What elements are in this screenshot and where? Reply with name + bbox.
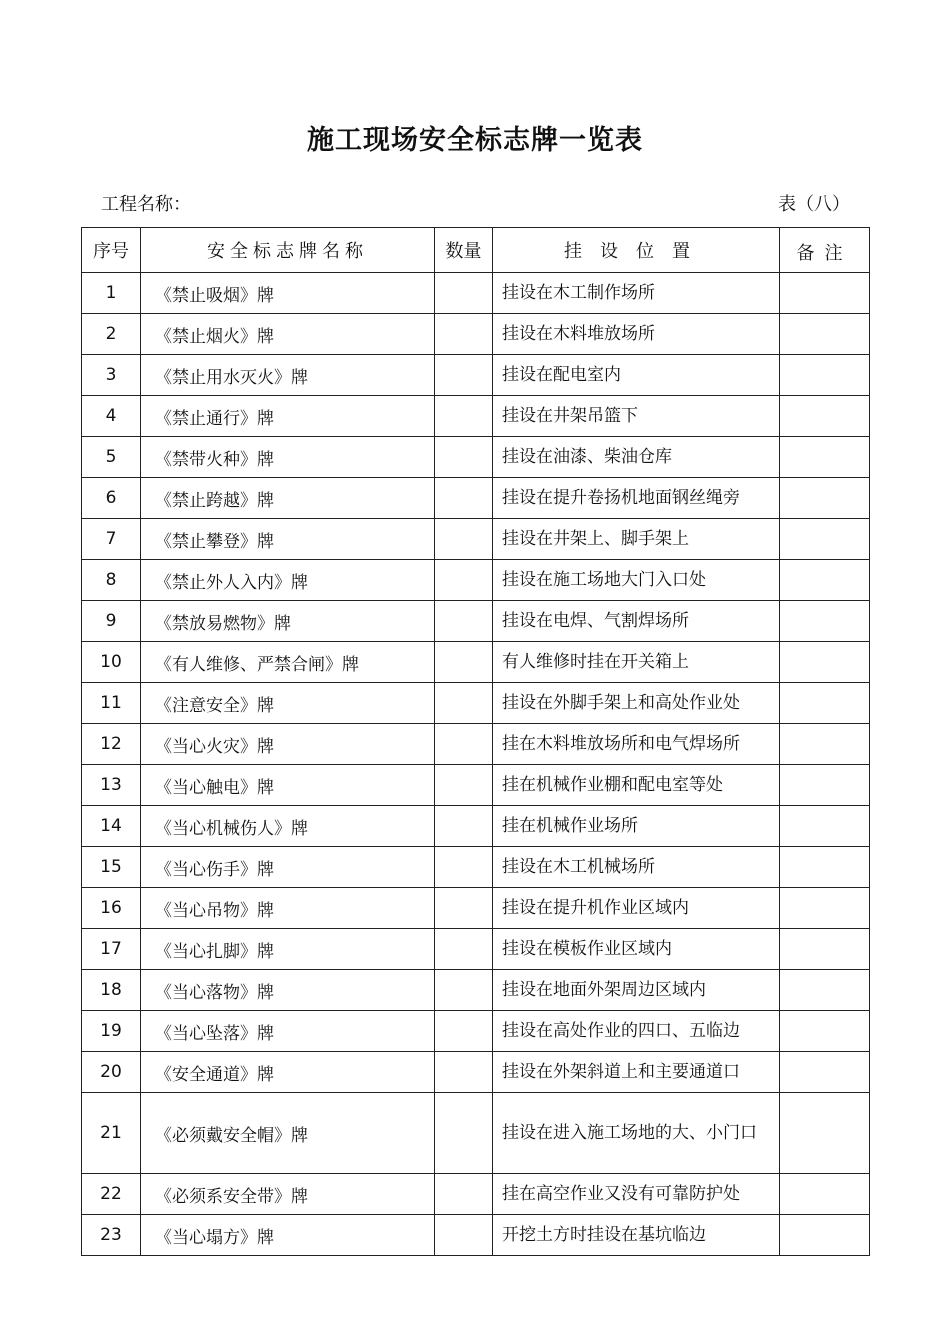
cell-location: 挂设在进入施工场地的大、小门口 bbox=[493, 1093, 780, 1174]
cell-location: 挂设在施工场地大门入口处 bbox=[493, 560, 780, 601]
table-body bbox=[82, 273, 870, 1256]
cell-qty bbox=[435, 560, 493, 601]
table-row bbox=[82, 970, 870, 1011]
table-row bbox=[82, 683, 870, 724]
cell-note bbox=[780, 847, 870, 888]
table-row bbox=[82, 273, 870, 314]
cell-no: 17 bbox=[82, 929, 141, 970]
cell-note bbox=[780, 560, 870, 601]
cell-name: 《禁止吸烟》牌 bbox=[141, 273, 435, 314]
cell-no: 21 bbox=[82, 1093, 141, 1174]
table-row bbox=[82, 806, 870, 847]
cell-note bbox=[780, 1174, 870, 1215]
cell-location: 挂设在提升卷扬机地面钢丝绳旁 bbox=[493, 478, 780, 519]
cell-no: 5 bbox=[82, 437, 141, 478]
cell-qty bbox=[435, 847, 493, 888]
cell-qty bbox=[435, 355, 493, 396]
cell-note bbox=[780, 929, 870, 970]
cell-location: 挂设在外脚手架上和高处作业处 bbox=[493, 683, 780, 724]
header-location: 挂设位置 bbox=[493, 228, 780, 273]
cell-no: 7 bbox=[82, 519, 141, 560]
table-row bbox=[82, 724, 870, 765]
cell-note bbox=[780, 1215, 870, 1256]
cell-name: 《当心扎脚》牌 bbox=[141, 929, 435, 970]
cell-location: 挂在木料堆放场所和电气焊场所 bbox=[493, 724, 780, 765]
cell-qty bbox=[435, 1093, 493, 1174]
cell-name: 《当心落物》牌 bbox=[141, 970, 435, 1011]
cell-location: 挂设在油漆、柴油仓库 bbox=[493, 437, 780, 478]
header-qty: 数量 bbox=[435, 228, 493, 273]
table-row bbox=[82, 1215, 870, 1256]
table-header-row bbox=[82, 228, 870, 273]
cell-name: 《当心坠落》牌 bbox=[141, 1011, 435, 1052]
cell-no: 9 bbox=[82, 601, 141, 642]
table-row bbox=[82, 355, 870, 396]
cell-name: 《安全通道》牌 bbox=[141, 1052, 435, 1093]
cell-name: 《禁止烟火》牌 bbox=[141, 314, 435, 355]
cell-no: 14 bbox=[82, 806, 141, 847]
cell-note bbox=[780, 806, 870, 847]
cell-name: 《当心触电》牌 bbox=[141, 765, 435, 806]
cell-name: 《当心塌方》牌 bbox=[141, 1215, 435, 1256]
safety-sign-table bbox=[81, 227, 870, 1256]
cell-location: 挂设在地面外架周边区域内 bbox=[493, 970, 780, 1011]
cell-location: 挂设在木工制作场所 bbox=[493, 273, 780, 314]
cell-qty bbox=[435, 519, 493, 560]
table-reference: 表（八） bbox=[778, 194, 850, 215]
cell-no: 12 bbox=[82, 724, 141, 765]
cell-location: 挂在机械作业棚和配电室等处 bbox=[493, 765, 780, 806]
cell-qty bbox=[435, 314, 493, 355]
cell-no: 10 bbox=[82, 642, 141, 683]
cell-no: 20 bbox=[82, 1052, 141, 1093]
cell-location: 挂设在木工机械场所 bbox=[493, 847, 780, 888]
table-row bbox=[82, 396, 870, 437]
cell-note bbox=[780, 888, 870, 929]
cell-qty bbox=[435, 601, 493, 642]
cell-qty bbox=[435, 683, 493, 724]
cell-qty bbox=[435, 437, 493, 478]
header-note: 备注 bbox=[780, 228, 870, 273]
cell-name: 《当心伤手》牌 bbox=[141, 847, 435, 888]
cell-location: 挂设在配电室内 bbox=[493, 355, 780, 396]
table-row bbox=[82, 601, 870, 642]
cell-location: 挂在高空作业又没有可靠防护处 bbox=[493, 1174, 780, 1215]
cell-qty bbox=[435, 806, 493, 847]
table-row bbox=[82, 314, 870, 355]
cell-location: 挂设在电焊、气割焊场所 bbox=[493, 601, 780, 642]
cell-name: 《必须系安全带》牌 bbox=[141, 1174, 435, 1215]
table-row bbox=[82, 1174, 870, 1215]
cell-name: 《禁止通行》牌 bbox=[141, 396, 435, 437]
cell-location: 挂设在井架吊篮下 bbox=[493, 396, 780, 437]
cell-no: 1 bbox=[82, 273, 141, 314]
table-row bbox=[82, 929, 870, 970]
cell-no: 6 bbox=[82, 478, 141, 519]
cell-name: 《禁带火种》牌 bbox=[141, 437, 435, 478]
header-name: 安全标志牌名称 bbox=[141, 228, 435, 273]
cell-note bbox=[780, 1093, 870, 1174]
table-row bbox=[82, 1093, 870, 1174]
cell-no: 22 bbox=[82, 1174, 141, 1215]
cell-note bbox=[780, 437, 870, 478]
cell-note bbox=[780, 355, 870, 396]
cell-name: 《有人维修、严禁合闸》牌 bbox=[141, 642, 435, 683]
cell-qty bbox=[435, 1052, 493, 1093]
cell-name: 《当心机械伤人》牌 bbox=[141, 806, 435, 847]
table-row bbox=[82, 478, 870, 519]
cell-qty bbox=[435, 478, 493, 519]
cell-no: 16 bbox=[82, 888, 141, 929]
cell-note bbox=[780, 519, 870, 560]
table-row bbox=[82, 888, 870, 929]
cell-note bbox=[780, 396, 870, 437]
cell-note bbox=[780, 765, 870, 806]
cell-qty bbox=[435, 642, 493, 683]
cell-location: 挂在机械作业场所 bbox=[493, 806, 780, 847]
cell-name: 《禁止用水灭火》牌 bbox=[141, 355, 435, 396]
cell-qty bbox=[435, 396, 493, 437]
table-row bbox=[82, 642, 870, 683]
cell-qty bbox=[435, 929, 493, 970]
cell-location: 挂设在外架斜道上和主要通道口 bbox=[493, 1052, 780, 1093]
cell-qty bbox=[435, 1174, 493, 1215]
cell-note bbox=[780, 601, 870, 642]
cell-location: 有人维修时挂在开关箱上 bbox=[493, 642, 780, 683]
cell-no: 15 bbox=[82, 847, 141, 888]
cell-qty bbox=[435, 765, 493, 806]
table-row bbox=[82, 847, 870, 888]
cell-note bbox=[780, 724, 870, 765]
cell-no: 13 bbox=[82, 765, 141, 806]
cell-location: 挂设在提升机作业区域内 bbox=[493, 888, 780, 929]
cell-name: 《注意安全》牌 bbox=[141, 683, 435, 724]
cell-location: 挂设在井架上、脚手架上 bbox=[493, 519, 780, 560]
cell-no: 23 bbox=[82, 1215, 141, 1256]
cell-qty bbox=[435, 1011, 493, 1052]
cell-location: 挂设在模板作业区域内 bbox=[493, 929, 780, 970]
cell-name: 《必须戴安全帽》牌 bbox=[141, 1093, 435, 1174]
cell-note bbox=[780, 683, 870, 724]
cell-note bbox=[780, 1052, 870, 1093]
cell-note bbox=[780, 478, 870, 519]
table-row bbox=[82, 1052, 870, 1093]
cell-name: 《禁止跨越》牌 bbox=[141, 478, 435, 519]
cell-no: 2 bbox=[82, 314, 141, 355]
cell-name: 《禁放易燃物》牌 bbox=[141, 601, 435, 642]
page-title: 施工现场安全标志牌一览表 bbox=[307, 125, 643, 156]
cell-note bbox=[780, 642, 870, 683]
table-row bbox=[82, 765, 870, 806]
project-name-label: 工程名称： bbox=[101, 194, 191, 215]
cell-location: 挂设在高处作业的四口、五临边 bbox=[493, 1011, 780, 1052]
header-no: 序号 bbox=[82, 228, 141, 273]
table-row bbox=[82, 519, 870, 560]
cell-note bbox=[780, 1011, 870, 1052]
cell-note bbox=[780, 970, 870, 1011]
cell-name: 《禁止外人入内》牌 bbox=[141, 560, 435, 601]
cell-no: 4 bbox=[82, 396, 141, 437]
cell-note bbox=[780, 273, 870, 314]
cell-no: 11 bbox=[82, 683, 141, 724]
cell-name: 《当心吊物》牌 bbox=[141, 888, 435, 929]
table-row bbox=[82, 560, 870, 601]
cell-qty bbox=[435, 273, 493, 314]
cell-qty bbox=[435, 970, 493, 1011]
table-row bbox=[82, 437, 870, 478]
cell-qty bbox=[435, 888, 493, 929]
cell-qty bbox=[435, 724, 493, 765]
table-row bbox=[82, 1011, 870, 1052]
cell-name: 《当心火灾》牌 bbox=[141, 724, 435, 765]
cell-no: 19 bbox=[82, 1011, 141, 1052]
cell-no: 18 bbox=[82, 970, 141, 1011]
cell-location: 挂设在木料堆放场所 bbox=[493, 314, 780, 355]
cell-name: 《禁止攀登》牌 bbox=[141, 519, 435, 560]
cell-qty bbox=[435, 1215, 493, 1256]
cell-location: 开挖土方时挂设在基坑临边 bbox=[493, 1215, 780, 1256]
cell-note bbox=[780, 314, 870, 355]
cell-no: 8 bbox=[82, 560, 141, 601]
cell-no: 3 bbox=[82, 355, 141, 396]
